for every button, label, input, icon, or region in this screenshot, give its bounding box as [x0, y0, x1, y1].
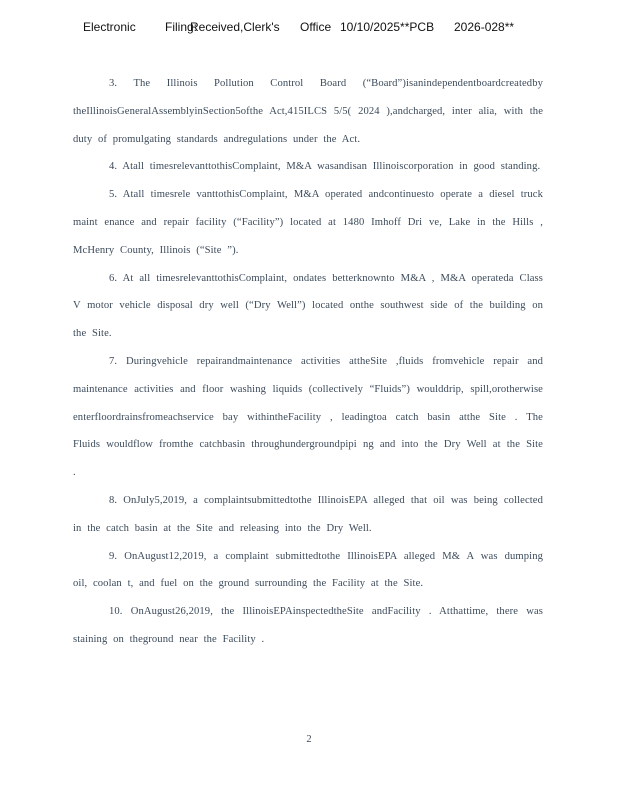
paragraph-text: OnAugust26,2019, the IllinoisEPAinspectedtheSite andFacility . Atthattime, there was staining on theground near the Facility . [73, 606, 543, 645]
paragraph-number: 4. [109, 161, 118, 173]
paragraph-text: OnAugust12,2019, a complaint submittedtothe IllinoisEPA alleged M& A was dumping oil, coolan t, and fuel on the ground surrounding the Facility at the Site. [73, 550, 543, 590]
paragraph-5 [73, 181, 543, 264]
paragraph-number: 8. [109, 494, 118, 506]
paragraph-number: 6. [109, 272, 118, 284]
paragraph-number: 3. [109, 78, 118, 89]
paragraph-text: Atall timesrelevanttothisComplaint, M&A wasandisan Illinoiscorporation in good standing. [122, 161, 541, 173]
paragraph-text: Duringvehicle repairandmaintenance activities attheSite ,fluids fromvehicle repair and maintenance activities and floor washing liquids (collectively “Fluids”) woulddrip, spill,orotherwise enterfloordrainsfromeachservice bay withintheFacility , leadingtoa catch basin atthe Site . The Fluids wouldflow fromthe catchbasin throughundergroundpipi ng and into the Dry Well at the Site . [73, 355, 543, 479]
page-number: 2 [306, 734, 312, 745]
paragraph-number: 7. [109, 355, 118, 367]
paragraph-number: 5. [109, 189, 118, 201]
paragraph-3 [73, 70, 543, 153]
paragraph-7 [73, 348, 543, 487]
complaint-body [73, 70, 543, 654]
paragraph-4 [73, 153, 543, 181]
header-received: Received,Clerk's [190, 20, 280, 34]
paragraph-9 [73, 543, 543, 599]
paragraph-text: The Illinois Pollution Control Board (“Board”)isanindependentboardcreatedby theIllinoisGeneralAssemblyinSection5ofthe Act,415ILCS 5/5( 2024 ),andcharged, inter alia, with the duty of promulgating standards andregulations under the Act. [73, 78, 543, 145]
header-case: 2026-028** [454, 20, 515, 34]
paragraph-number: 9. [109, 550, 118, 562]
paragraph-number: 10. [109, 606, 123, 618]
header-electronic: Electronic [83, 20, 136, 34]
paragraph-8 [73, 487, 543, 543]
paragraph-10 [73, 598, 543, 654]
header-office: Office [300, 20, 332, 34]
paragraph-text: Atall timesrele vanttothisComplaint, M&A operated andcontinuesto operate a diesel truck maint enance and repair facility (“Facility”) located at 1480 Imhoff Dri ve, Lake in the Hills , McHenry County, Illinois (“Site ”). [73, 189, 543, 256]
paragraph-text: At all timesrelevanttothisComplaint, ondates betterknownto M&A , M&A operateda Class V motor vehicle disposal dry well (“Dry Well”) located onthe southwest side of the building on the Site. [73, 272, 543, 340]
paragraph-6 [73, 265, 543, 348]
filing-header [83, 20, 543, 36]
header-filing: Filing: [165, 20, 198, 34]
paragraph-text: OnJuly5,2019, a complaintsubmittedtothe IllinoisEPA alleged that oil was being collected in the catch basin at the Site and releasing into the Dry Well. [73, 494, 544, 534]
header-date: 10/10/2025**PCB [340, 20, 435, 34]
